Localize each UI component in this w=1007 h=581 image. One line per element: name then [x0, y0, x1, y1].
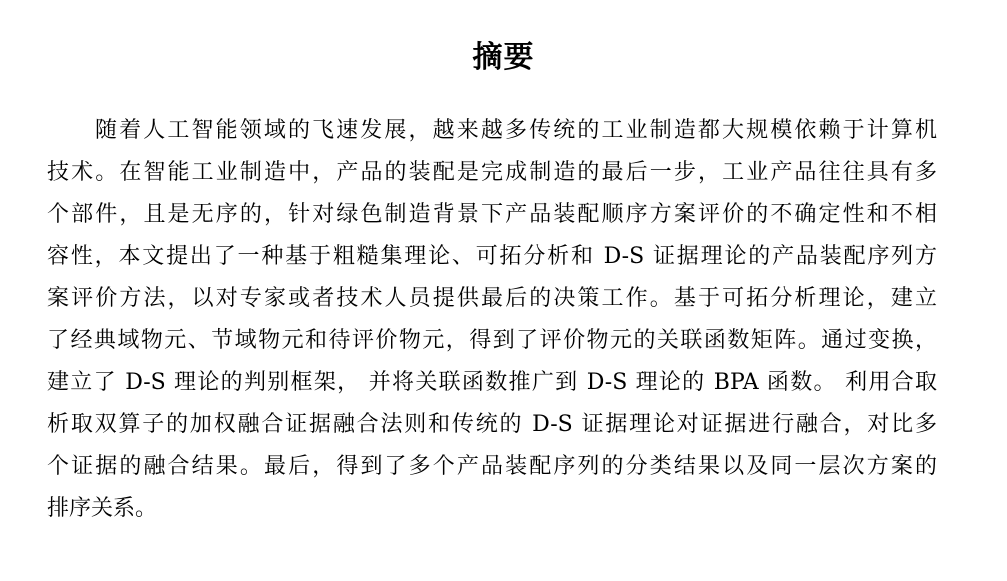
abstract-line: 技术。在智能工业制造中，产品的装配是完成制造的最后一步，工业产品往往具有多 [47, 160, 937, 185]
abstract-line: 案评价方法，以对专家或者技术人员提供最后的决策工作。基于可拓分析理论，建立 [47, 286, 937, 311]
abstract-line: 容性，本文提出了一种基于粗糙集理论、可拓分析和 D-S 证据理论的产品装配序列方 [47, 244, 937, 269]
abstract-line: 个证据的融合结果。最后，得到了多个产品装配序列的分类结果以及同一层次方案的 [47, 454, 937, 479]
abstract-line: 了经典域物元、节域物元和待评价物元，得到了评价物元的关联函数矩阵。通过变换， [47, 328, 937, 353]
abstract-line: 析取双算子的加权融合证据融合法则和传统的 D-S 证据理论对证据进行融合，对比多 [47, 412, 937, 437]
abstract-line: 建立了 D-S 理论的判别框架， 并将关联函数推广到 D-S 理论的 BPA 函数。 利用合取 [47, 370, 937, 395]
abstract-line: 随着人工智能领域的飞速发展，越来越多传统的工业制造都大规模依赖于计算机 [95, 118, 937, 143]
abstract-line: 排序关系。 [47, 496, 158, 521]
abstract-body [47, 110, 937, 530]
abstract-title: 摘要 [472, 40, 535, 75]
abstract-line: 个部件，且是无序的，针对绿色制造背景下产品装配顺序方案评价的不确定性和不相 [47, 202, 937, 227]
